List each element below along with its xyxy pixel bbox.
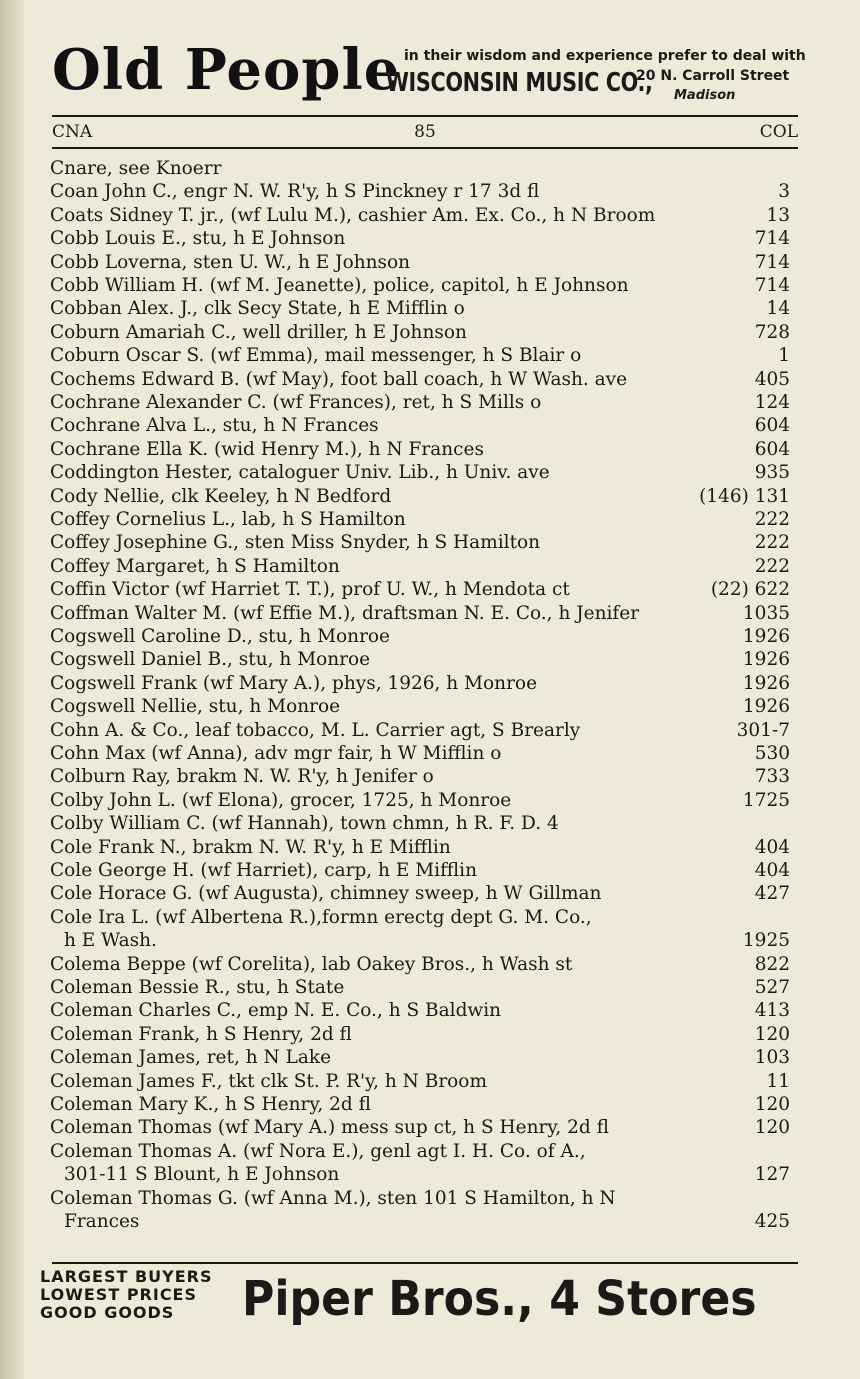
entry-text: Coleman Thomas A. (wf Nora E.), genl agt I. H. Co. of A., <box>50 1140 586 1162</box>
entry-text: Cochrane Alva L., stu, h N Frances <box>50 415 379 437</box>
directory-entry <box>50 391 790 414</box>
entry-text: Cogswell Frank (wf Mary A.), phys, 1926, h Monroe <box>50 672 538 694</box>
entry-number: 1926 <box>742 626 790 647</box>
running-head-right: COL <box>759 122 798 142</box>
page-number: 85 <box>414 122 436 142</box>
directory-entry <box>50 859 790 882</box>
header-rule-top <box>52 115 798 117</box>
entry-number: 120 <box>754 1117 790 1139</box>
entry-text: Cochems Edward B. (wf May), foot ball coach, h W Wash. ave <box>50 368 628 390</box>
directory-entry <box>50 742 790 765</box>
directory-entry <box>50 765 790 788</box>
header-advertisement <box>52 38 812 108</box>
entry-text: h E Wash. <box>64 930 157 952</box>
directory-entry <box>50 1187 790 1210</box>
entry-text: Coats Sidney T. jr., (wf Lulu M.), cashier Am. Ex. Co., h N Broom <box>50 204 656 226</box>
entry-text: Colby William C. (wf Hannah), town chmn, h R. F. D. 4 <box>50 813 559 835</box>
directory-entry <box>50 882 790 905</box>
directory-entry <box>50 227 790 250</box>
entry-number: 733 <box>754 766 790 788</box>
entry-number: 222 <box>754 532 790 554</box>
directory-entry <box>50 461 790 484</box>
directory-entry <box>50 368 790 391</box>
entry-number: 427 <box>754 883 790 905</box>
entry-number: 822 <box>754 953 790 975</box>
entry-number: 1725 <box>742 789 790 811</box>
entry-number: (22) 622 <box>710 579 790 601</box>
entry-number: 714 <box>754 228 790 250</box>
entry-number: 14 <box>766 298 790 320</box>
entry-text: Coffin Victor (wf Harriet T. T.), prof U. W., h Mendota ct <box>50 579 570 601</box>
entry-number: 530 <box>754 743 790 764</box>
footer-rule <box>52 1262 798 1264</box>
directory-entry <box>50 531 790 554</box>
directory-entry <box>50 438 790 461</box>
entry-text: Cobb Loverna, sten U. W., h E Johnson <box>50 251 411 273</box>
directory-entry <box>50 672 790 695</box>
entry-number: 120 <box>754 1023 790 1045</box>
entry-text: Coleman James F., tkt clk St. P. R'y, h N Broom <box>50 1070 487 1092</box>
entry-number: 1926 <box>742 672 790 694</box>
directory-entry <box>50 719 790 742</box>
directory-entry <box>50 157 790 180</box>
ad-brand-blackletter: Old People <box>52 37 401 103</box>
entry-number: 120 <box>754 1094 790 1115</box>
directory-entry <box>50 648 790 671</box>
entry-text: Cole Horace G. (wf Augusta), chimney sweep, h W Gillman <box>50 883 602 905</box>
running-head <box>52 120 798 144</box>
entry-text: Coburn Oscar S. (wf Emma), mail messenger, h S Blair o <box>50 345 582 367</box>
footer-advertisement <box>40 1268 800 1338</box>
entry-text: Coddington Hester, cataloguer Univ. Lib., h Univ. ave <box>50 462 550 484</box>
entry-continuation <box>50 929 790 952</box>
directory-entry <box>50 1093 790 1116</box>
directory-entry <box>50 414 790 437</box>
entry-text: Cobb Louis E., stu, h E Johnson <box>50 228 346 250</box>
directory-entry <box>50 976 790 999</box>
entry-text: Cnare, see Knoerr <box>50 158 222 179</box>
ad-slogans <box>40 1268 213 1322</box>
running-head-left: CNA <box>52 122 93 142</box>
directory-entry <box>50 321 790 344</box>
ad-slogan-line: LOWEST PRICES <box>40 1285 198 1304</box>
entry-number: 1926 <box>742 696 790 718</box>
entry-number: 728 <box>754 321 790 343</box>
directory-entry <box>50 953 790 976</box>
entry-text: Cogswell Daniel B., stu, h Monroe <box>50 649 371 671</box>
entry-number: 714 <box>754 251 790 273</box>
entry-number: 3 <box>778 181 790 203</box>
directory-entry <box>50 274 790 297</box>
entry-number: 425 <box>754 1211 790 1232</box>
directory-entry <box>50 344 790 367</box>
entry-text: Colby John L. (wf Elona), grocer, 1725, h Monroe <box>50 789 512 811</box>
ad-slogan-line: LARGEST BUYERS <box>40 1267 213 1286</box>
entry-text: Coan John C., engr N. W. R'y, h S Pinckney r 17 3d fl <box>50 181 540 203</box>
entry-text: Frances <box>64 1211 140 1232</box>
entry-text: Coleman Thomas (wf Mary A.) mess sup ct, h S Henry, 2d fl <box>50 1117 609 1139</box>
directory-entry <box>50 695 790 718</box>
entry-continuation <box>50 1210 790 1233</box>
entry-number: 301-7 <box>736 719 790 741</box>
entry-number: 604 <box>754 415 790 437</box>
entry-text: Coleman Thomas G. (wf Anna M.), sten 101 S Hamilton, h N <box>50 1187 616 1209</box>
entry-text: 301-11 S Blount, h E Johnson <box>64 1164 340 1186</box>
entry-continuation <box>50 1163 790 1186</box>
entry-text: Colema Beppe (wf Corelita), lab Oakey Bros., h Wash st <box>50 953 573 975</box>
directory-entry <box>50 999 790 1022</box>
header-rule-bottom <box>52 147 798 149</box>
entry-text: Cobb William H. (wf M. Jeanette), police, capitol, h E Johnson <box>50 275 629 296</box>
directory-entry <box>50 204 790 227</box>
directory-entry <box>50 578 790 601</box>
entry-text: Coffey Cornelius L., lab, h S Hamilton <box>50 509 406 530</box>
directory-entry <box>50 602 790 625</box>
entry-number: 222 <box>754 509 790 530</box>
entry-text: Cochrane Ella K. (wid Henry M.), h N Frances <box>50 438 484 460</box>
entry-text: Coleman James, ret, h N Lake <box>50 1047 332 1069</box>
entry-number: 404 <box>754 860 790 881</box>
directory-entry <box>50 625 790 648</box>
directory-entry <box>50 180 790 203</box>
entry-number: 404 <box>754 836 790 858</box>
entry-text: Coleman Frank, h S Henry, 2d fl <box>50 1023 352 1045</box>
directory-entry <box>50 251 790 274</box>
ad-company-name: WISCONSIN MUSIC CO., <box>386 68 653 98</box>
directory-entry <box>50 555 790 578</box>
directory-entry <box>50 906 790 929</box>
entry-text: Cody Nellie, clk Keeley, h N Bedford <box>50 485 392 507</box>
entry-number: 1035 <box>742 602 790 624</box>
entry-number: 1926 <box>742 649 790 671</box>
entry-number: 527 <box>754 977 790 998</box>
entry-text: Coleman Charles C., emp N. E. Co., h S Baldwin <box>50 1000 502 1022</box>
entry-number: 127 <box>754 1164 790 1186</box>
directory-entry <box>50 1070 790 1093</box>
entry-text: Coffey Margaret, h S Hamilton <box>50 555 340 577</box>
entry-number: 413 <box>754 1000 790 1022</box>
page-binding-edge <box>0 0 24 1379</box>
entry-text: Cogswell Caroline D., stu, h Monroe <box>50 626 391 647</box>
entry-text: Colburn Ray, brakm N. W. R'y, h Jenifer o <box>50 766 434 788</box>
entry-text: Coleman Bessie R., stu, h State <box>50 977 345 998</box>
entry-text: Cohn Max (wf Anna), adv mgr fair, h W Mifflin o <box>50 743 502 764</box>
entry-number: 1 <box>778 345 790 367</box>
directory-entry <box>50 1140 790 1163</box>
entry-number: 405 <box>754 368 790 390</box>
ad-address: 20 N. Carroll Street <box>636 68 790 84</box>
directory-entry <box>50 485 790 508</box>
entry-number: 13 <box>766 204 790 226</box>
entry-number: 222 <box>754 555 790 577</box>
entry-text: Cole Ira L. (wf Albertena R.),formn erectg dept G. M. Co., <box>50 906 592 928</box>
entry-text: Cole Frank N., brakm N. W. R'y, h E Mifflin <box>50 836 451 858</box>
ad-city: Madison <box>674 88 736 103</box>
entry-number: 1925 <box>742 930 790 952</box>
directory-entry <box>50 297 790 320</box>
entry-text: Cogswell Nellie, stu, h Monroe <box>50 696 341 718</box>
directory-entry <box>50 812 790 835</box>
entry-number: 124 <box>754 392 790 413</box>
entry-text: Coleman Mary K., h S Henry, 2d fl <box>50 1094 371 1115</box>
directory-entry <box>50 789 790 812</box>
entry-text: Cohn A. & Co., leaf tobacco, M. L. Carrier agt, S Brearly <box>50 719 581 741</box>
entry-text: Coffey Josephine G., sten Miss Snyder, h S Hamilton <box>50 532 541 554</box>
directory-entry <box>50 836 790 859</box>
directory-entry <box>50 1023 790 1046</box>
entry-text: Coffman Walter M. (wf Effie M.), draftsman N. E. Co., h Jenifer <box>50 602 640 624</box>
entry-number: 103 <box>754 1047 790 1069</box>
entry-text: Coburn Amariah C., well driller, h E Johnson <box>50 321 467 343</box>
entry-text: Cobban Alex. J., clk Secy State, h E Mifflin o <box>50 298 465 320</box>
entry-number: 714 <box>754 275 790 296</box>
directory-entry <box>50 508 790 531</box>
directory-entry <box>50 1116 790 1139</box>
entry-text: Cole George H. (wf Harriet), carp, h E Mifflin <box>50 860 477 881</box>
entry-number: 604 <box>754 438 790 460</box>
ad-piper-bros: Piper Bros., 4 Stores <box>242 1271 757 1327</box>
ad-tagline: in their wisdom and experience prefer to deal with <box>404 48 806 64</box>
directory-entry <box>50 1046 790 1069</box>
ad-slogan-line: GOOD GOODS <box>40 1303 175 1322</box>
entry-number: 935 <box>754 462 790 484</box>
entry-text: Cochrane Alexander C. (wf Frances), ret, h S Mills o <box>50 392 542 413</box>
entry-number: 11 <box>766 1070 790 1092</box>
entry-number: (146) 131 <box>699 485 790 507</box>
